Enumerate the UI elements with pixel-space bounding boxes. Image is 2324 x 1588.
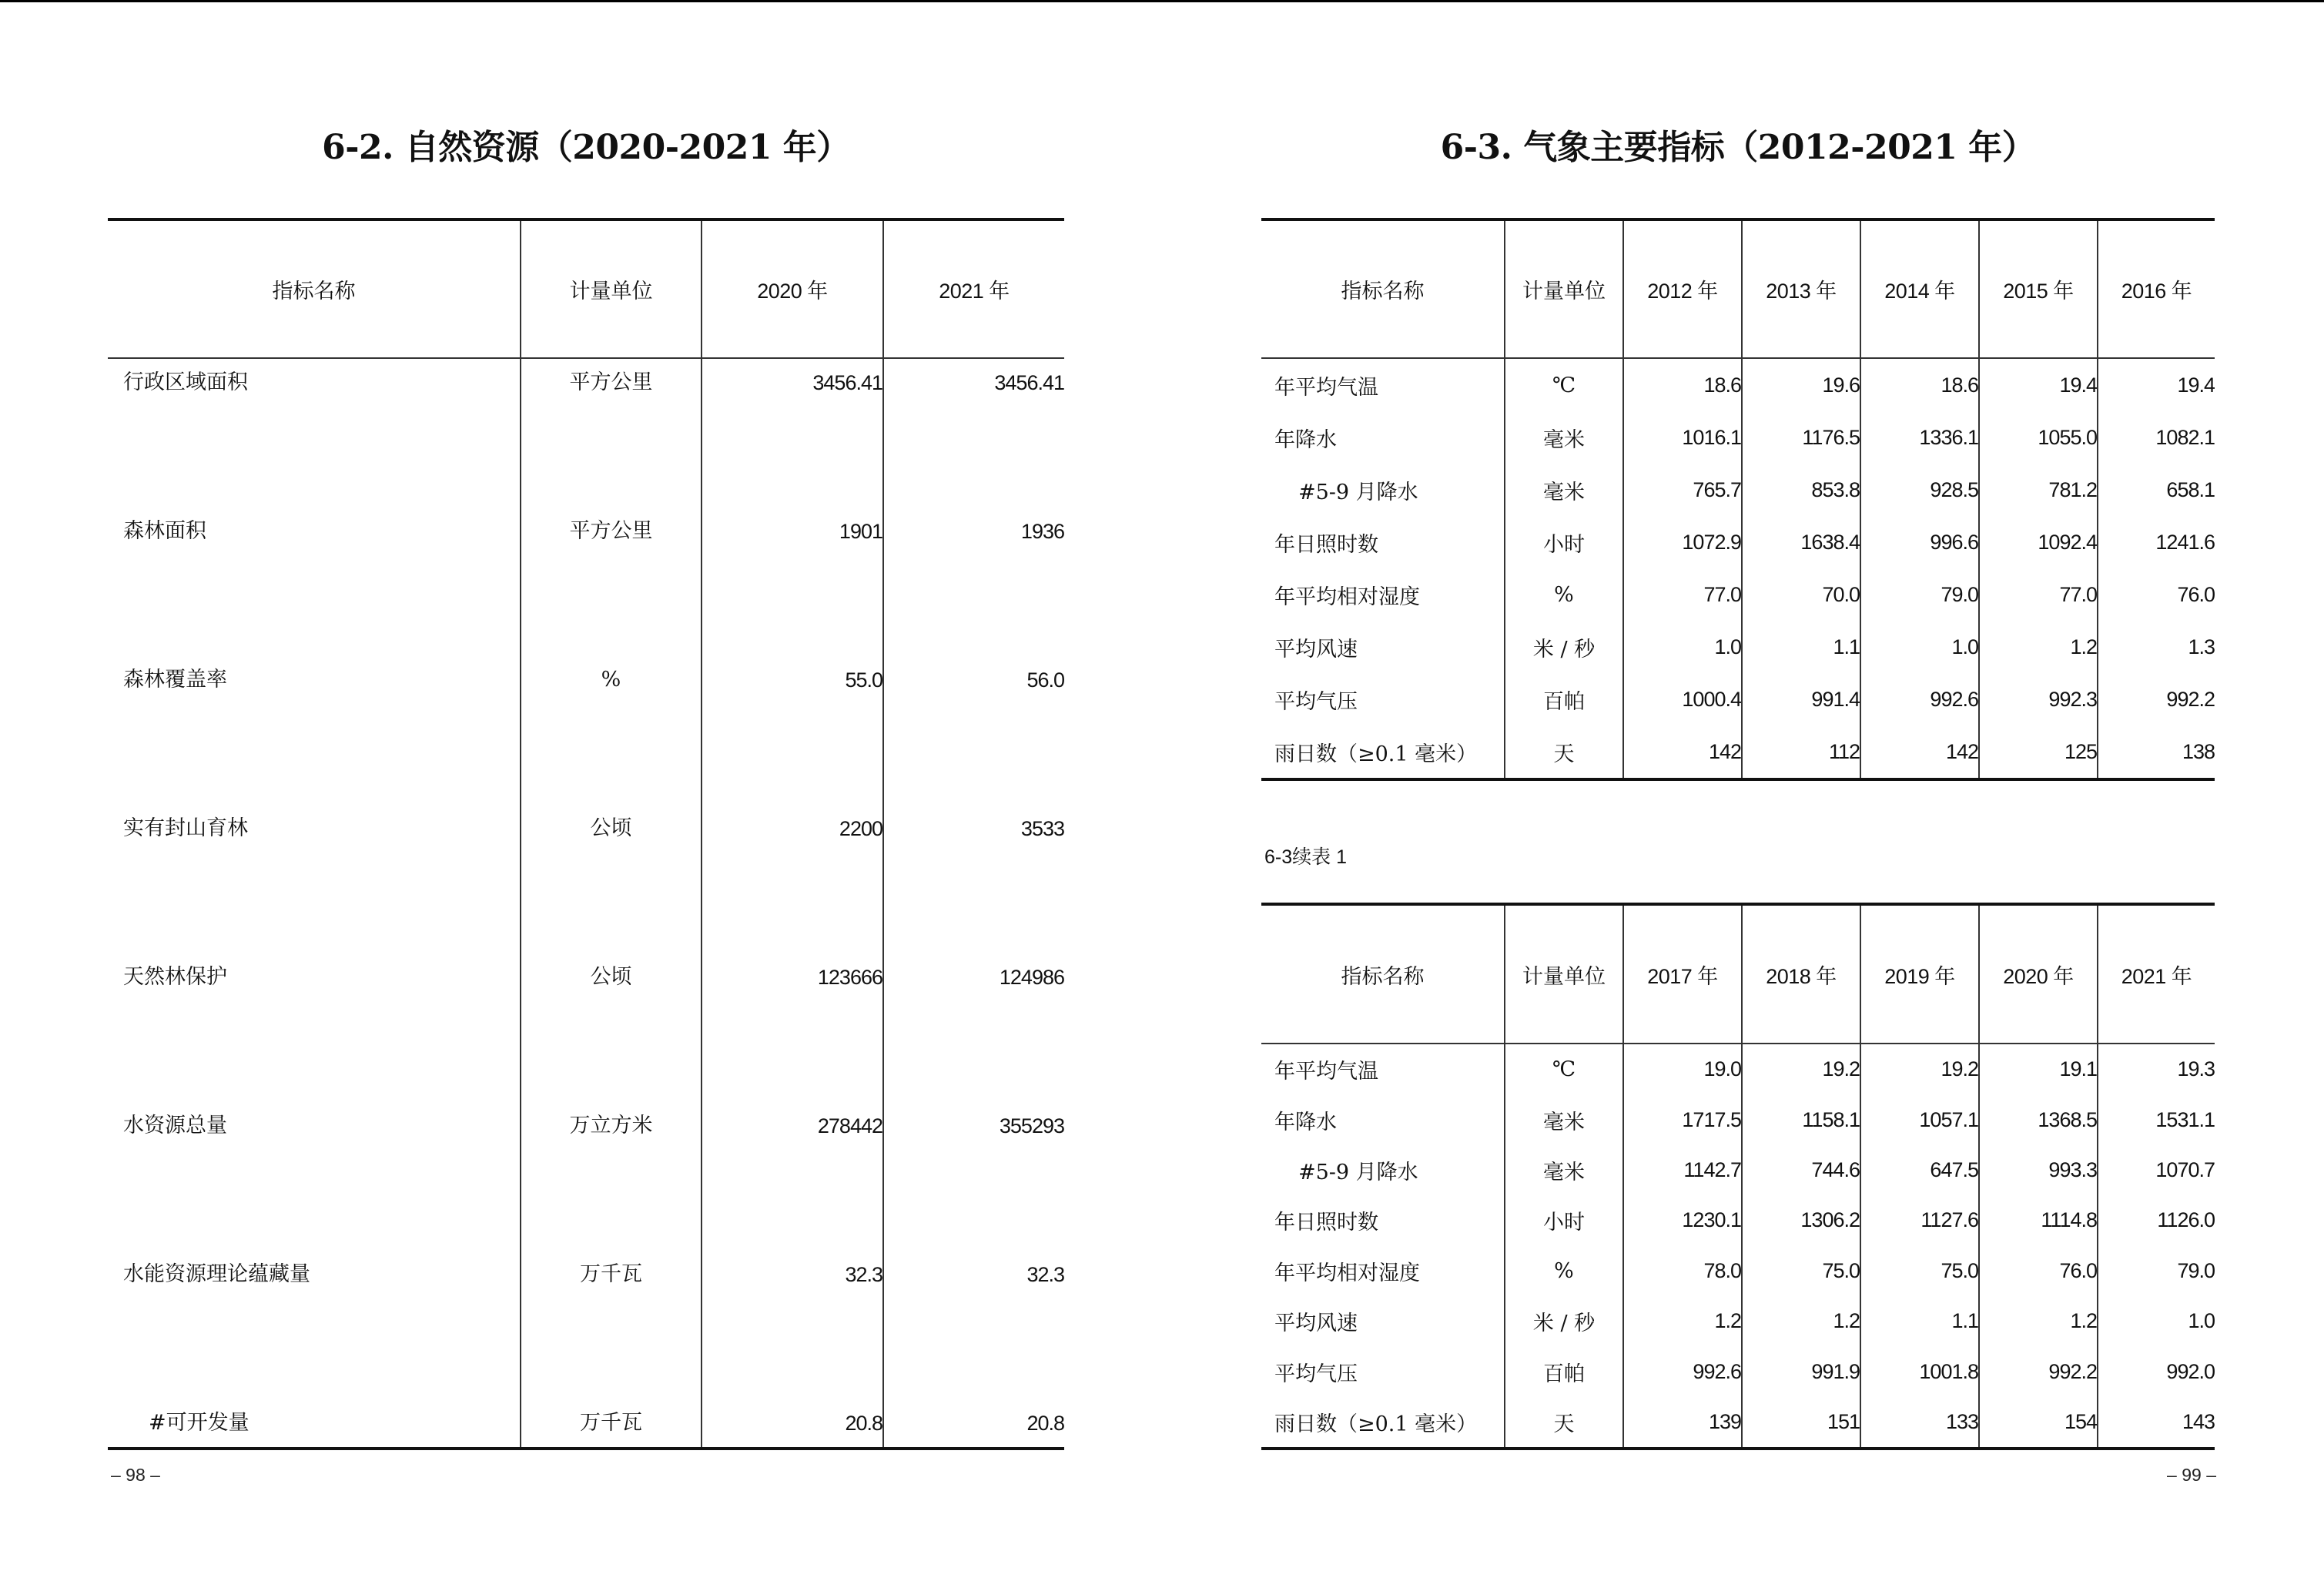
table-row: [1261, 1094, 2215, 1144]
unit-cell: 米 / 秒: [1505, 1296, 1623, 1346]
value-cell: 647.5: [1860, 1145, 1979, 1195]
unit-cell: 公顷: [521, 953, 702, 1102]
table-row: [1261, 673, 2215, 725]
year-header: 2018 年: [1742, 904, 1860, 1044]
indicator-name-cell: 平均气压: [1274, 689, 1358, 714]
value-cell: 992.6: [1623, 1346, 1742, 1396]
value-cell: 1055.0: [1979, 411, 2098, 464]
value-cell: 78.0: [1623, 1246, 1742, 1296]
value-cell: 19.2: [1742, 1044, 1860, 1094]
value-cell: 19.6: [1742, 358, 1860, 411]
indicator-name-header: 指标名称: [1261, 219, 1505, 358]
value-cell: 1142.7: [1623, 1145, 1742, 1195]
value-cell: 1638.4: [1742, 516, 1860, 568]
weather-indicators-table-2017-2021: [1261, 903, 2215, 1450]
indicator-name-cell: 天然林保护: [123, 965, 227, 989]
value-cell: 1127.6: [1860, 1195, 1979, 1245]
unit-cell: 万立方米: [521, 1102, 702, 1251]
year-header: 2014 年: [1860, 219, 1979, 358]
year-header: 2020 年: [702, 219, 883, 358]
unit-cell: %: [1505, 1246, 1623, 1296]
value-cell: 154: [1979, 1397, 2098, 1449]
value-cell: 143: [2098, 1397, 2215, 1449]
value-cell: 20.8: [883, 1399, 1064, 1449]
unit-cell: 平方公里: [521, 358, 702, 508]
unit-cell: 小时: [1505, 516, 1623, 568]
unit-cell: 平方公里: [521, 508, 702, 656]
value-cell: 1306.2: [1742, 1195, 1860, 1245]
value-cell: 19.4: [1979, 358, 2098, 411]
year-header: 2017 年: [1623, 904, 1742, 1044]
value-cell: 56.0: [883, 656, 1064, 805]
unit-cell: 天: [1505, 1397, 1623, 1449]
table-row: [1261, 621, 2215, 673]
value-cell: 19.4: [2098, 358, 2215, 411]
value-cell: 1000.4: [1623, 673, 1742, 725]
table-row: [108, 953, 1064, 1102]
value-cell: 123666: [702, 953, 883, 1102]
unit-cell: ℃: [1505, 1044, 1623, 1094]
value-cell: 992.0: [2098, 1346, 2215, 1396]
year-header: 2016 年: [2098, 219, 2215, 358]
table-row: [1261, 1346, 2215, 1396]
value-cell: 19.2: [1860, 1044, 1979, 1094]
value-cell: 781.2: [1979, 464, 2098, 516]
value-cell: 1.2: [1623, 1296, 1742, 1346]
indicator-name-cell: 雨日数（≥0.1 毫米）: [1261, 1397, 1505, 1449]
value-cell: 77.0: [1623, 568, 1742, 621]
indicator-name-cell: #5-9 月降水: [1298, 480, 1418, 504]
page-number-left: – 98 –: [111, 1465, 160, 1485]
value-cell: 928.5: [1860, 464, 1979, 516]
unit-cell: 百帕: [1505, 1346, 1623, 1396]
indicator-name-cell: 年平均气温: [1274, 375, 1378, 400]
value-cell: 55.0: [702, 656, 883, 805]
value-cell: 19.1: [1979, 1044, 2098, 1094]
value-cell: 1.3: [2098, 621, 2215, 673]
unit-cell: ℃: [1505, 358, 1623, 411]
table-row: [108, 805, 1064, 953]
table-row: [1261, 1397, 2215, 1449]
value-cell: 1158.1: [1742, 1094, 1860, 1144]
table-row: [108, 508, 1064, 656]
table-header-row: [1261, 904, 2215, 1044]
indicator-name-cell: 年日照时数: [1274, 532, 1378, 557]
value-cell: 3456.41: [883, 358, 1064, 508]
value-cell: 142: [1623, 725, 1742, 779]
page-number-right: – 99 –: [2167, 1465, 2216, 1485]
table-row: [1261, 1145, 2215, 1195]
page-title-natural-resources: 6-2. 自然资源（2020-2021 年）: [322, 128, 850, 167]
value-cell: 3456.41: [702, 358, 883, 508]
value-cell: 1230.1: [1623, 1195, 1742, 1245]
value-cell: 1936: [883, 508, 1064, 656]
value-cell: 18.6: [1623, 358, 1742, 411]
year-header: 2012 年: [1623, 219, 1742, 358]
indicator-name-cell: #5-9 月降水: [1298, 1160, 1418, 1184]
table-row: [108, 1399, 1064, 1449]
value-cell: 79.0: [2098, 1246, 2215, 1296]
unit-cell: 毫米: [1505, 464, 1623, 516]
value-cell: 992.6: [1860, 673, 1979, 725]
value-cell: 77.0: [1979, 568, 2098, 621]
unit-cell: 万千瓦: [521, 1399, 702, 1449]
value-cell: 355293: [883, 1102, 1064, 1251]
year-header: 2013 年: [1742, 219, 1860, 358]
value-cell: 853.8: [1742, 464, 1860, 516]
indicator-name-cell: 年平均相对湿度: [1274, 1261, 1420, 1285]
value-cell: 1368.5: [1979, 1094, 2098, 1144]
indicator-name-cell: 年平均相对湿度: [1274, 585, 1420, 609]
unit-cell: 百帕: [1505, 673, 1623, 725]
value-cell: 1.0: [1860, 621, 1979, 673]
indicator-name-cell: 水能资源理论蕴藏量: [123, 1262, 310, 1286]
value-cell: 151: [1742, 1397, 1860, 1449]
unit-cell: 公顷: [521, 805, 702, 953]
indicator-name-cell: 年降水: [1274, 427, 1337, 452]
year-header: 2021 年: [883, 219, 1064, 358]
indicator-name-cell: 森林覆盖率: [123, 668, 227, 692]
table-header-row: [1261, 219, 2215, 358]
value-cell: 1114.8: [1979, 1195, 2098, 1245]
value-cell: 75.0: [1860, 1246, 1979, 1296]
table-row: [1261, 1296, 2215, 1346]
value-cell: 991.4: [1742, 673, 1860, 725]
unit-cell: %: [521, 656, 702, 805]
value-cell: 79.0: [1860, 568, 1979, 621]
value-cell: 992.2: [1979, 1346, 2098, 1396]
value-cell: 1092.4: [1979, 516, 2098, 568]
value-cell: 76.0: [2098, 568, 2215, 621]
value-cell: 991.9: [1742, 1346, 1860, 1396]
indicator-name-cell: 水资源总量: [123, 1114, 227, 1137]
indicator-name-header: 指标名称: [1261, 904, 1505, 1044]
indicator-name-cell: 平均气压: [1274, 1362, 1358, 1386]
value-cell: 1241.6: [2098, 516, 2215, 568]
value-cell: 1057.1: [1860, 1094, 1979, 1144]
year-header: 2020 年: [1979, 904, 2098, 1044]
value-cell: 1082.1: [2098, 411, 2215, 464]
unit-cell: 万千瓦: [521, 1251, 702, 1399]
value-cell: 112: [1742, 725, 1860, 779]
value-cell: 75.0: [1742, 1246, 1860, 1296]
value-cell: 1336.1: [1860, 411, 1979, 464]
value-cell: 138: [2098, 725, 2215, 779]
value-cell: 1.1: [1742, 621, 1860, 673]
value-cell: 2200: [702, 805, 883, 953]
value-cell: 993.3: [1979, 1145, 2098, 1195]
indicator-name-cell: 平均风速: [1274, 637, 1358, 662]
unit-cell: %: [1505, 568, 1623, 621]
table-row: [1261, 568, 2215, 621]
unit-cell: 毫米: [1505, 1094, 1623, 1144]
value-cell: 1016.1: [1623, 411, 1742, 464]
year-header: 2019 年: [1860, 904, 1979, 1044]
year-header: 2015 年: [1979, 219, 2098, 358]
value-cell: 658.1: [2098, 464, 2215, 516]
table-row: [108, 1251, 1064, 1399]
value-cell: 996.6: [1860, 516, 1979, 568]
table-row: [1261, 725, 2215, 779]
weather-indicators-table-2012-2016: [1261, 218, 2215, 781]
indicator-name-cell: 实有封山育林: [123, 816, 248, 840]
indicator-name-cell: 年日照时数: [1274, 1211, 1378, 1235]
indicator-name-cell: 森林面积: [123, 519, 206, 543]
value-cell: 76.0: [1979, 1246, 2098, 1296]
unit-cell: 毫米: [1505, 1145, 1623, 1195]
value-cell: 1.0: [1623, 621, 1742, 673]
value-cell: 1001.8: [1860, 1346, 1979, 1396]
unit-header: 计量单位: [1505, 219, 1623, 358]
value-cell: 1531.1: [2098, 1094, 2215, 1144]
table-row: [1261, 1246, 2215, 1296]
value-cell: 133: [1860, 1397, 1979, 1449]
indicator-name-header: 指标名称: [108, 219, 521, 358]
value-cell: 3533: [883, 805, 1064, 953]
value-cell: 1717.5: [1623, 1094, 1742, 1144]
value-cell: 32.3: [702, 1251, 883, 1399]
indicator-name-cell: 平均风速: [1274, 1312, 1358, 1336]
value-cell: 1126.0: [2098, 1195, 2215, 1245]
value-cell: 1.2: [1742, 1296, 1860, 1346]
table-row: [1261, 358, 2215, 411]
table-row: [108, 656, 1064, 805]
table-row: [1261, 516, 2215, 568]
unit-cell: 天: [1505, 725, 1623, 779]
table-row: [1261, 464, 2215, 516]
table-header-row: [108, 219, 1064, 358]
value-cell: 1070.7: [2098, 1145, 2215, 1195]
value-cell: 139: [1623, 1397, 1742, 1449]
value-cell: 125: [1979, 725, 2098, 779]
value-cell: 992.2: [2098, 673, 2215, 725]
table-row: [1261, 411, 2215, 464]
value-cell: 18.6: [1860, 358, 1979, 411]
table-row: [108, 1102, 1064, 1251]
year-header: 2021 年: [2098, 904, 2215, 1044]
value-cell: 19.0: [1623, 1044, 1742, 1094]
natural-resources-table: [108, 218, 1064, 1450]
value-cell: 1.2: [1979, 1296, 2098, 1346]
value-cell: 142: [1860, 725, 1979, 779]
table-row: [108, 358, 1064, 508]
indicator-name-cell: 年降水: [1274, 1110, 1337, 1134]
value-cell: 992.3: [1979, 673, 2098, 725]
value-cell: 70.0: [1742, 568, 1860, 621]
unit-header: 计量单位: [1505, 904, 1623, 1044]
unit-cell: 米 / 秒: [1505, 621, 1623, 673]
indicator-name-cell: 雨日数（≥0.1 毫米）: [1261, 725, 1505, 779]
value-cell: 20.8: [702, 1399, 883, 1449]
value-cell: 744.6: [1742, 1145, 1860, 1195]
indicator-name-cell: 行政区域面积: [123, 370, 248, 394]
table-continuation-label: 6-3续表 1: [1264, 846, 1347, 868]
value-cell: 1176.5: [1742, 411, 1860, 464]
value-cell: 765.7: [1623, 464, 1742, 516]
indicator-name-cell: 年平均气温: [1274, 1060, 1378, 1084]
value-cell: 1901: [702, 508, 883, 656]
value-cell: 1.2: [1979, 621, 2098, 673]
value-cell: 1.0: [2098, 1296, 2215, 1346]
top-border-rule: [0, 0, 2324, 2]
value-cell: 32.3: [883, 1251, 1064, 1399]
indicator-name-cell: #可开发量: [108, 1399, 521, 1449]
unit-cell: 小时: [1505, 1195, 1623, 1245]
table-row: [1261, 1044, 2215, 1094]
value-cell: 278442: [702, 1102, 883, 1251]
value-cell: 19.3: [2098, 1044, 2215, 1094]
page-title-weather-indicators: 6-3. 气象主要指标（2012-2021 年）: [1440, 128, 2036, 167]
unit-cell: 毫米: [1505, 411, 1623, 464]
table-row: [1261, 1195, 2215, 1245]
unit-header: 计量单位: [521, 219, 702, 358]
value-cell: 1.1: [1860, 1296, 1979, 1346]
value-cell: 124986: [883, 953, 1064, 1102]
value-cell: 1072.9: [1623, 516, 1742, 568]
